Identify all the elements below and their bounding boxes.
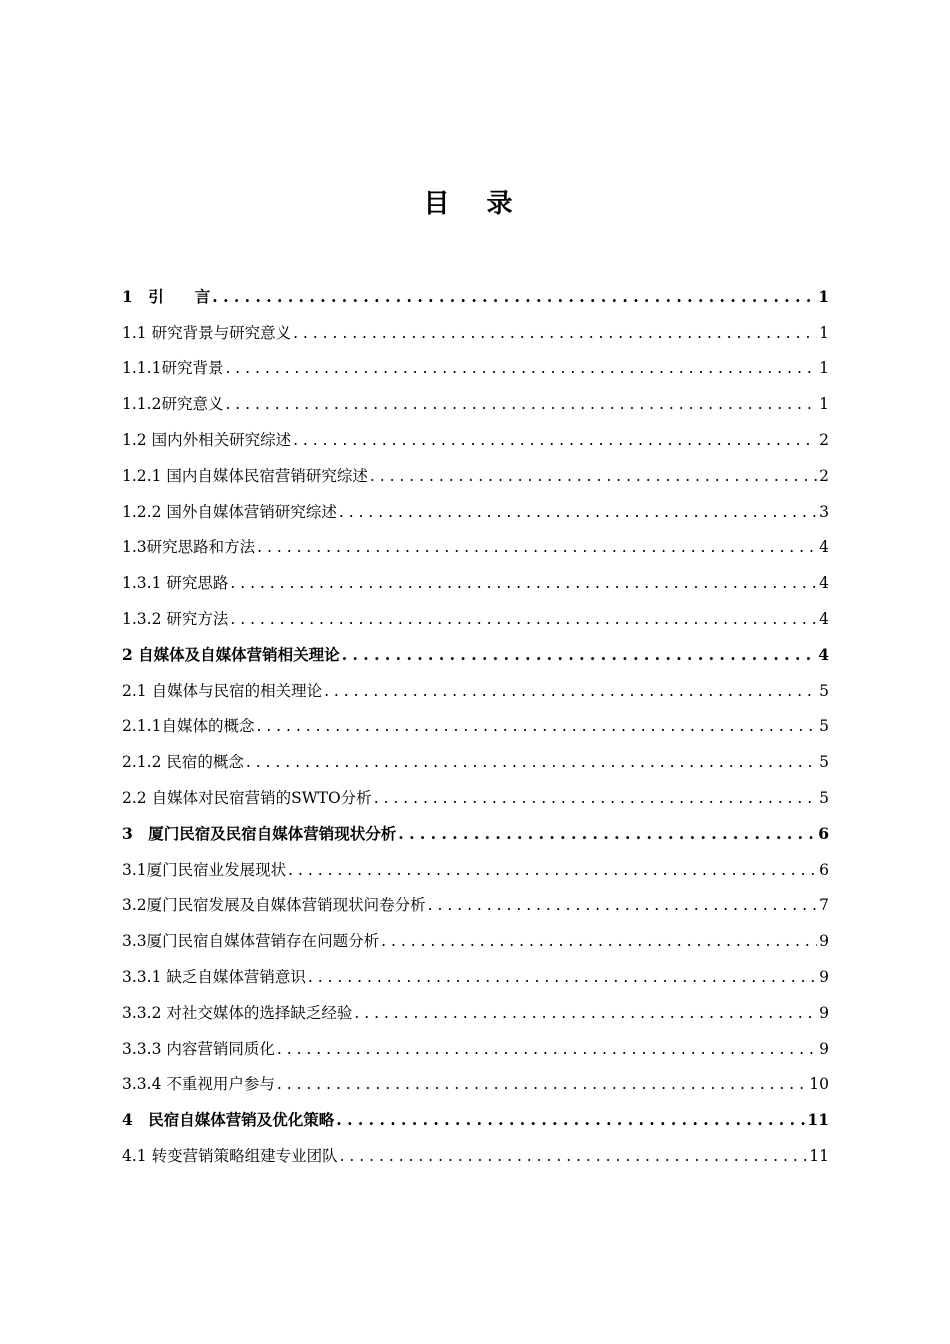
toc-entry-page-number: 5 [819,681,829,700]
toc-entry-page-number: 5 [819,717,829,736]
dot-leader [374,788,817,808]
toc-entry-label: 3.3.4 不重视用户参与 [122,1075,275,1094]
dot-leader [336,1110,805,1130]
toc-entry-label: 1.1 研究背景与研究意义 [122,323,292,342]
toc-entry[interactable] [122,1065,829,1101]
toc-entry-page-number: 2 [819,466,829,485]
dot-leader [256,716,817,736]
dot-leader [342,645,817,665]
toc-entry-label: 2.2 自媒体对民宿营销的SWTO分析 [122,788,372,807]
toc-entry-page-number: 4 [819,609,829,628]
table-of-contents [122,277,829,1172]
toc-entry[interactable] [122,707,829,743]
toc-entry-label: 1 引 言 [122,286,211,306]
toc-entry[interactable] [122,993,829,1029]
toc-entry-page-number: 11 [807,1110,829,1130]
toc-entry-page-number: 1 [819,359,829,378]
toc-entry[interactable] [122,814,829,850]
toc-entry-label: 3.2厦门民宿发展及自媒体营销现状问卷分析 [122,896,426,915]
dot-leader [246,752,817,772]
toc-entry-page-number: 6 [818,823,829,843]
toc-entry-label: 1.1.2研究意义 [122,395,224,414]
toc-entry-label: 3.3厦门民宿自媒体营销存在问题分析 [122,932,380,951]
dot-leader [293,323,817,343]
dot-leader [277,1039,817,1059]
toc-entry-label: 2.1.1自媒体的概念 [122,717,255,736]
page-title: 目 录 [423,189,527,219]
toc-entry[interactable] [122,635,829,671]
toc-entry-label: 3.3.1 缺乏自媒体营销意识 [122,967,306,986]
toc-entry-label: 1.3.2 研究方法 [122,609,229,628]
dot-leader [257,537,817,557]
toc-entry-label: 3.3.2 对社交媒体的选择缺乏经验 [122,1003,353,1022]
toc-entry[interactable] [122,671,829,707]
toc-entry-label: 1.2.1 国内自媒体民宿营销研究综述 [122,466,368,485]
toc-entry[interactable] [122,1136,829,1172]
toc-entry-label: 1.3研究思路和方法 [122,538,256,557]
dot-leader [354,1003,817,1023]
toc-entry-page-number: 5 [819,788,829,807]
dot-leader [225,394,817,414]
dot-leader [370,466,817,486]
toc-entry-label: 1.2.2 国外自媒体营销研究综述 [122,502,337,521]
toc-entry-page-number: 3 [819,502,829,521]
toc-entry-page-number: 6 [819,860,829,879]
dot-leader [293,430,817,450]
toc-entry[interactable] [122,528,829,564]
toc-entry[interactable] [122,420,829,456]
toc-entry-label: 3.3.3 内容营销同质化 [122,1039,275,1058]
toc-entry[interactable] [122,1100,829,1136]
dot-leader [230,609,817,629]
dot-leader [277,1074,807,1094]
toc-entry[interactable] [122,778,829,814]
toc-entry-label: 1.1.1研究背景 [122,359,224,378]
dot-leader [324,681,817,701]
toc-entry[interactable] [122,384,829,420]
toc-entry-page-number: 1 [818,286,829,306]
toc-entry[interactable] [122,456,829,492]
toc-entry-label: 3.1厦门民宿业发展现状 [122,860,287,879]
dot-leader [230,573,817,593]
toc-entry[interactable] [122,1029,829,1065]
toc-entry[interactable] [122,599,829,635]
toc-entry-label: 2.1 自媒体与民宿的相关理论 [122,681,323,700]
dot-leader [381,931,817,951]
toc-entry-label: 2.1.2 民宿的概念 [122,753,244,772]
toc-entry-page-number: 9 [819,1003,829,1022]
toc-entry[interactable] [122,921,829,957]
dot-leader [308,967,817,987]
toc-entry-page-number: 1 [819,395,829,414]
toc-entry[interactable] [122,850,829,886]
toc-entry[interactable] [122,957,829,993]
toc-entry[interactable] [122,349,829,385]
toc-entry-page-number: 4 [818,644,829,664]
toc-entry-page-number: 7 [819,896,829,915]
toc-entry-page-number: 9 [819,1039,829,1058]
toc-entry-label: 1.2 国内外相关研究综述 [122,430,292,449]
toc-entry[interactable] [122,277,829,313]
toc-entry-page-number: 4 [819,574,829,593]
toc-entry-label: 2 自媒体及自媒体营销相关理论 [122,644,340,664]
toc-entry-page-number: 10 [809,1075,829,1094]
dot-leader [340,1146,808,1166]
dot-leader [225,358,817,378]
toc-entry-page-number: 9 [819,967,829,986]
toc-entry-page-number: 4 [819,538,829,557]
toc-entry-page-number: 2 [819,430,829,449]
toc-entry-page-number: 1 [819,323,829,342]
toc-entry-label: 3 厦门民宿及民宿自媒体营销现状分析 [122,823,397,843]
dot-leader [288,860,817,880]
toc-entry[interactable] [122,886,829,922]
toc-entry[interactable] [122,563,829,599]
dot-leader [398,824,816,844]
dot-leader [428,895,817,915]
dot-leader [212,287,816,307]
toc-entry[interactable] [122,492,829,528]
toc-entry-page-number: 9 [819,932,829,951]
toc-entry-page-number: 5 [819,753,829,772]
toc-entry-label: 1.3.1 研究思路 [122,574,229,593]
toc-entry[interactable] [122,742,829,778]
toc-entry-page-number: 11 [809,1146,829,1165]
toc-entry[interactable] [122,313,829,349]
toc-entry-label: 4 民宿自媒体营销及优化策略 [122,1110,335,1130]
dot-leader [339,502,817,522]
toc-entry-label: 4.1 转变营销策略组建专业团队 [122,1146,338,1165]
